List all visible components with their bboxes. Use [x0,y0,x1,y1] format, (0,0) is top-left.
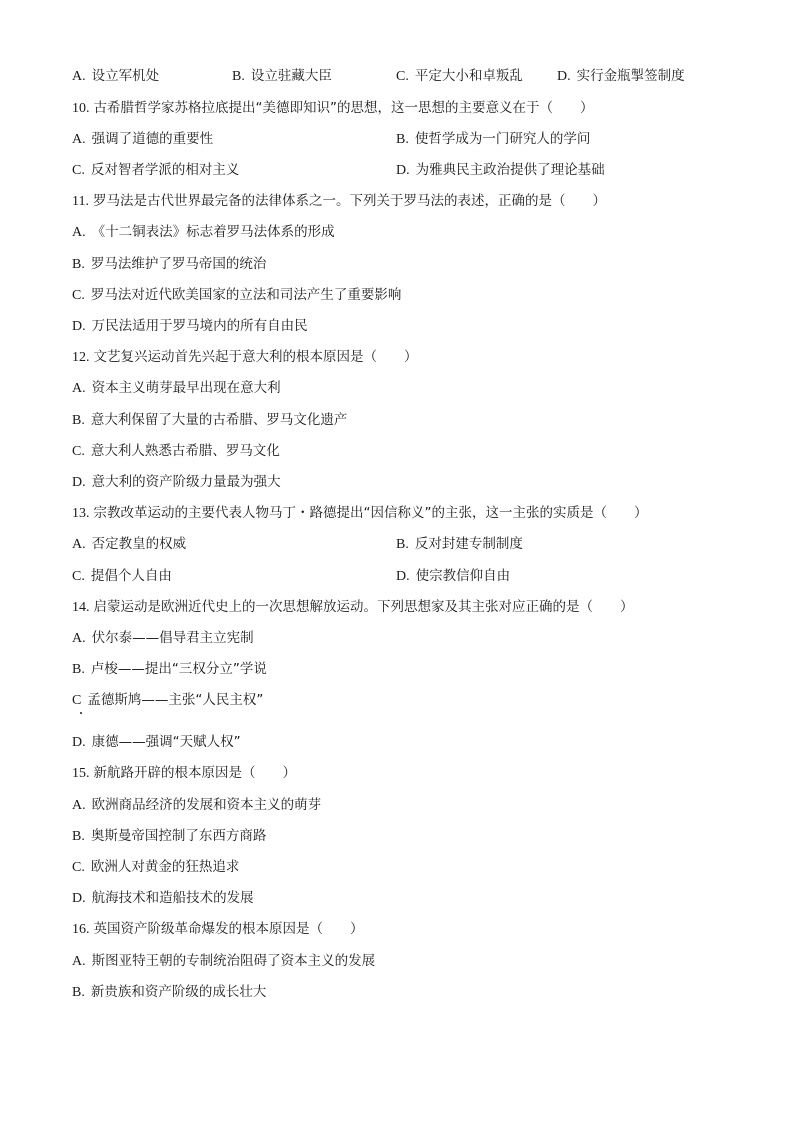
q15-option-a[interactable]: A. 欧洲商品经济的发展和资本主义的萌芽 [72,797,322,813]
q10-option-c[interactable]: C. 反对智者学派的相对主义 [72,162,240,178]
q11-option-c[interactable]: C. 罗马法对近代欧美国家的立法和司法产生了重要影响 [72,287,402,303]
q16-option-b[interactable]: B. 新贵族和资产阶级的成长壮大 [72,984,267,1000]
q13-option-c[interactable]: C. 提倡个人自由 [72,568,172,584]
q13-option-b[interactable]: B. 反对封建专制制度 [396,536,523,552]
q14-stem: 14. 启蒙运动是欧洲近代史上的一次思想解放运动。下列思想家及其主张对应正确的是（ ） [72,599,634,615]
q10-option-d[interactable]: D. 为雅典民主政治提供了理论基础 [396,162,605,178]
q13-option-a[interactable]: A. 否定教皇的权威 [72,536,187,552]
q11-option-d[interactable]: D. 万民法适用于罗马境内的所有自由民 [72,318,308,334]
q15-stem: 15. 新航路开辟的根本原因是（ ） [72,765,296,781]
q12-option-d[interactable]: D. 意大利的资产阶级力量最为强大 [72,474,281,490]
q12-option-c[interactable]: C. 意大利人熟悉古希腊、罗马文化 [72,443,280,459]
q10-stem: 10. 古希腊哲学家苏格拉底提出“美德即知识”的思想，这一思想的主要意义在于（ ） [72,100,594,116]
q12-option-b[interactable]: B. 意大利保留了大量的古希腊、罗马文化遗产 [72,412,348,428]
q9-option-a[interactable]: A. 设立军机处 [72,68,160,84]
q13-stem: 13. 宗教改革运动的主要代表人物马丁・路德提出“因信称义”的主张，这一主张的实质是（ ） [72,505,648,521]
q9-option-c[interactable]: C. 平定大小和卓叛乱 [396,68,523,84]
q9-option-b[interactable]: B. 设立驻藏大臣 [232,68,332,84]
q12-stem: 12. 文艺复兴运动首先兴起于意大利的根本原因是（ ） [72,349,418,365]
q11-option-a[interactable]: A. 《十二铜表法》标志着罗马法体系的形成 [72,224,335,240]
q16-stem: 16. 英国资产阶级革命爆发的根本原因是（ ） [72,921,364,937]
q14-option-a[interactable]: A. 伏尔泰——倡导君主立宪制 [72,630,254,646]
q13-option-d[interactable]: D. 使宗教信仰自由 [396,568,511,584]
q10-option-b[interactable]: B. 使哲学成为一门研究人的学问 [396,131,591,147]
q14-option-d[interactable]: D. 康德——强调“天赋人权” [72,734,241,750]
q9-option-d[interactable]: D. 实行金瓶掣签制度 [557,68,685,84]
q14-option-b[interactable]: B. 卢梭——提出“三权分立”学说 [72,661,267,677]
q16-option-a[interactable]: A. 斯图亚特王朝的专制统治阻碍了资本主义的发展 [72,953,376,969]
stray-dot-mark [80,712,82,714]
q10-option-a[interactable]: A. 强调了道德的重要性 [72,131,214,147]
q15-option-b[interactable]: B. 奥斯曼帝国控制了东西方商路 [72,828,267,844]
q15-option-c[interactable]: C. 欧洲人对黄金的狂热追求 [72,859,240,875]
q14-option-c[interactable]: C 孟德斯鸠——主张“人民主权” [72,692,264,708]
q11-option-b[interactable]: B. 罗马法维护了罗马帝国的统治 [72,256,267,272]
q11-stem: 11. 罗马法是古代世界最完备的法律体系之一。下列关于罗马法的表述，正确的是（ ） [72,193,606,209]
q15-option-d[interactable]: D. 航海技术和造船技术的发展 [72,890,254,906]
q12-option-a[interactable]: A. 资本主义萌芽最早出现在意大利 [72,380,281,396]
